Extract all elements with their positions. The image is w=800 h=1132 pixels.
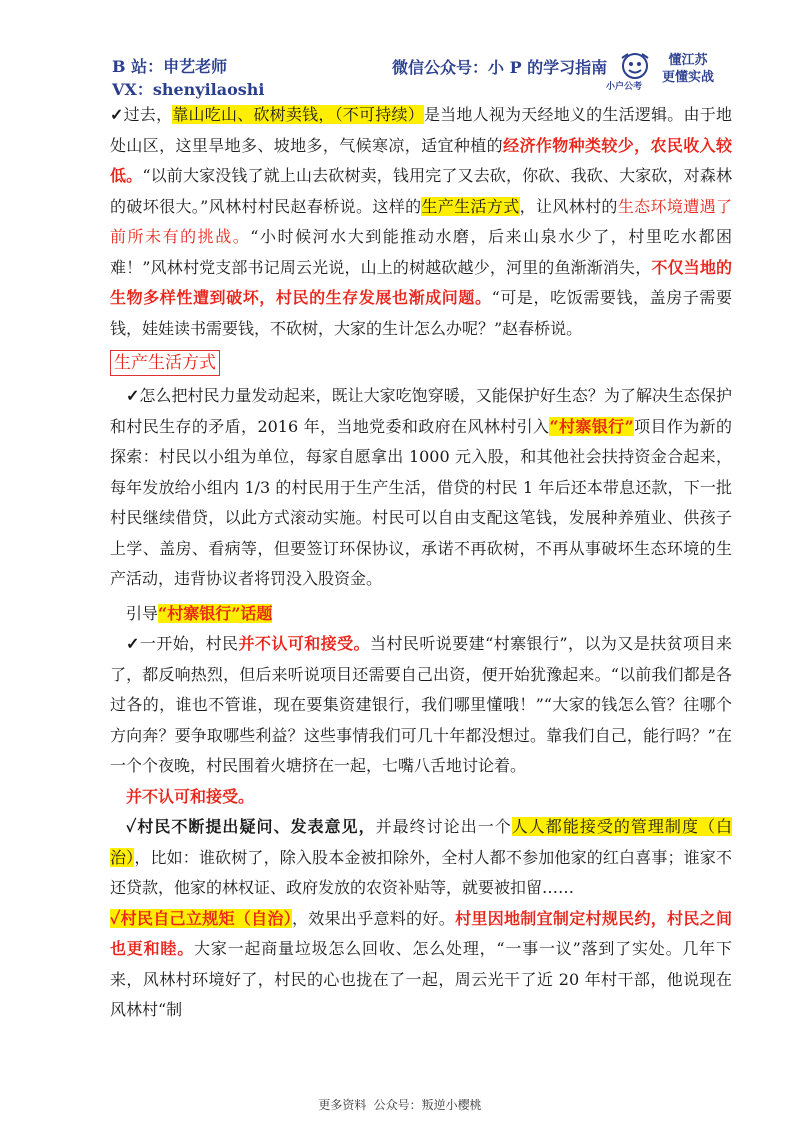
wechat-official-account: 微信公众号：小 P 的学习指南	[392, 58, 608, 77]
paragraph-5: ✓村民自己立规矩（自治），效果出乎意料的好。村里因地制宜制定村规民约，村民之间也更和睦。大家一起商量垃圾怎么回收、怎么处理，“一事一议”落到了实处。几年下来，风林村环境好了，村民的心也拢在了一起，周云光干了近 20 年村干部，他说现在风林村“制	[110, 908, 732, 1019]
slogan-line-1: 懂江苏	[668, 53, 708, 68]
checkmark-icon: ✓	[110, 908, 121, 928]
checkmark-icon: ✓	[126, 386, 140, 405]
bilibili-account: B 站：申艺老师	[112, 57, 228, 76]
note-line	[110, 782, 732, 813]
header-left	[112, 55, 265, 101]
emphasis: 并不认可和接受。	[238, 634, 370, 653]
checkmark-icon: ✓	[110, 105, 124, 124]
wechat-id: VX：shenyilaoshi	[112, 80, 265, 99]
emphasis: 经济作物种类较少，农民收入较低。	[110, 135, 732, 185]
emphasis: 不仅当地的生物多样性遭到破坏，村民的生存发展也渐成问题。	[110, 257, 732, 307]
page-header	[0, 0, 800, 110]
highlight: 生产生活方式	[421, 196, 520, 216]
highlight: 靠山吃山、砍树卖钱，（不可持续）	[172, 105, 424, 124]
highlight: 人人都能接受的管理制度（白治）	[110, 817, 732, 867]
checkmark-icon: ✓	[126, 817, 138, 836]
logo-caption: 小户公考	[606, 82, 643, 92]
emphasis: 村里因地制宜制定村规民约，村民之间也更和睦。	[110, 908, 732, 958]
emphasis: 生态环境遭遇了前所未有的挑战。	[110, 196, 732, 246]
slogan-line-2: 更懂实战	[662, 70, 715, 85]
paragraph-4: ✓村民不断提出疑问、发表意见，并最终讨论出一个人人都能接受的管理制度（白治），比如：谁砍树了，除入股本金被扣除外，全村人都不参加他家的红白喜事；谁家不还贷款，他家的林权证、政府发放的农资补贴等，就要被扣留……	[110, 817, 732, 897]
paragraph-2: ✓怎么把村民力量发动起来，既让大家吃饱穿暖，又能保护好生态？为了解决生态保护和村民生存的矛盾，2016 年，当地党委和政府在风林村引入“村寨银行”项目作为新的探索：村民以小组为单位，每家自愿拿出 1000 元入股，和其他社会扶持资金合起来，每年发放给小组内 1/3 的村民用于生产生活，借贷的村民 1 年后还本带息还款，下一批村民继续借贷，以此方式滚动实施。村民可以自由支配这笔钱，发展种养殖业、供孩子上学、盖房、看病等，但要签订环保协议，承诺不再砍树，不再从事破坏生态环境的生产活动，违背协议者将罚没入股资金。	[110, 386, 732, 588]
section-heading: 生产生活方式	[110, 348, 732, 373]
highlight: “村寨银行”	[549, 416, 634, 436]
checkmark-icon: ✓	[126, 634, 140, 653]
paragraph-1: ✓过去，靠山吃山、砍树卖钱，（不可持续）是当地人视为天经地义的生活逻辑。由于地处山区，这里旱地多、坡地多，气候寒凉，适宜种植的经济作物种类较少，农民收入较低。“以前大家没钱了就上山去砍树卖，钱用完了又去砍，你砍、我砍、大家砍，对森林的破坏很大。”风林村村民赵春桥说。这样的生产生活方式，让风林村的生态环境遭遇了前所未有的挑战。“小时候河水大到能推动水磨，后来山泉水少了，村里吃水都困难！”风林村党支部书记周云光说，山上的树越砍越少，河里的鱼渐渐消失，不仅当地的生物多样性遭到破坏，村民的生存发展也渐成问题。“可是，吃饭需要钱，盖房子需要钱，娃娃读书需要钱，不砍树，大家的生计怎么办呢？”赵春桥说。	[110, 105, 732, 338]
note: 并不认可和接受。	[126, 786, 255, 806]
article-body	[110, 100, 732, 1026]
guide-line: 引导“村寨银行”话题	[126, 603, 273, 623]
page-footer: 更多资料 公众号：叛逆小樱桃	[318, 1098, 482, 1112]
paragraph-3: ✓一开始，村民并不认可和接受。当村民听说要建“村寨银行”，以为又是扶贫项目来了，都反响热烈，但后来听说项目还需要自己出资，便开始犹豫起来。“以前我们都是各过各的，谁也不管谁，现在要集资建银行，我们哪里懂哦！”“大家的钱怎么管？往哪个方向奔？要争取哪些利益？这些事情我们可几十年都没想过。靠我们自己，能行吗？”在一个个夜晚，村民围着火塘挤在一起，七嘴八舌地讨论着。	[110, 634, 732, 775]
highlight: ✓村民自己立规矩（自治）	[110, 908, 293, 928]
slogan	[662, 52, 714, 86]
highlight: “村寨银行”话题	[158, 603, 273, 623]
